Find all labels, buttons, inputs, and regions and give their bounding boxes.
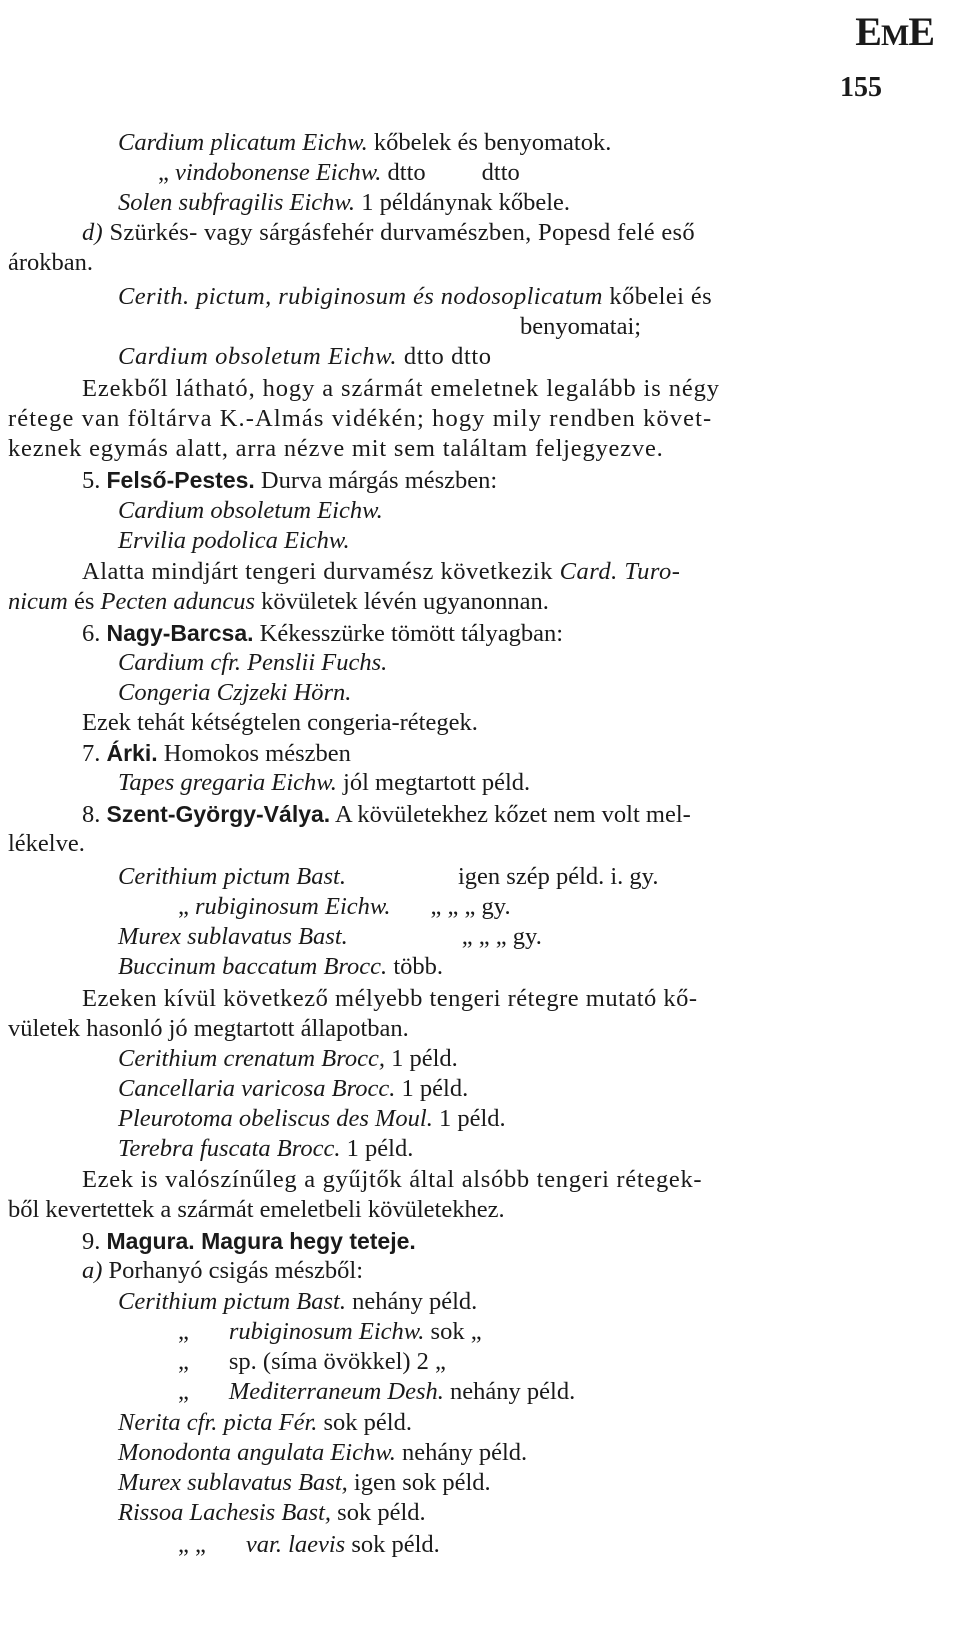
text-line: Cardium obsoletum Eichw. [118, 497, 383, 524]
text-line: „ vindobonense Eichw. dtto dtto [158, 159, 520, 186]
text-line: 9. Magura. Magura hegy teteje. [82, 1228, 416, 1255]
text-line: Ezekből látható, hogy a szármát emeletnek legalább is négy [82, 375, 720, 402]
text-line: Tapes gregaria Eichw. jól megtartott péld. [118, 769, 531, 796]
text-line: Cerithium pictum Bast. nehány péld. [118, 1288, 478, 1315]
text-line: árokban. [8, 249, 94, 276]
text-line: Cardium plicatum Eichw. kőbelek és benyomatok. [118, 129, 612, 156]
text-line: Ezek is valószínűleg a gyűjtők által alsóbb tengeri rétegek- [82, 1166, 703, 1193]
text-line: Cardium cfr. Penslii Fuchs. [118, 649, 388, 676]
text-line: Cerithium pictum Bast. igen szép péld. i. gy. [118, 863, 659, 890]
text-line: 7. Árki. Homokos mészben [82, 740, 351, 767]
text-line: Ezek tehát kétségtelen congeria-rétegek. [82, 709, 478, 736]
text-line: Nerita cfr. picta Fér. sok péld. [118, 1409, 412, 1436]
text-line: rétege van föltárva K.-Almás vidékén; hogy mily rendben követ- [8, 405, 713, 432]
text-line: Cerithium crenatum Brocc, 1 péld. [118, 1045, 458, 1072]
publisher-logo: EME [855, 9, 934, 54]
text-line: „ „ var. laevis sok péld. [178, 1531, 440, 1558]
text-line: Murex sublavatus Bast. „ „ „ gy. [118, 923, 542, 950]
text-line: d) Szürkés- vagy sárgásfehér durvamészben, Popesd felé eső [82, 219, 695, 246]
text-line: 5. Felső-Pestes. Durva márgás mészben: [82, 467, 498, 494]
text-line: lékelve. [8, 830, 85, 857]
text-line: Pleurotoma obeliscus des Moul. 1 péld. [118, 1105, 506, 1132]
text-line: benyomatai; [520, 313, 642, 340]
text-line: „ rubiginosum Eichw. „ „ „ gy. [178, 893, 511, 920]
text-line: nicum és Pecten aduncus kövületek lévén ugyanonnan. [8, 588, 549, 615]
text-line: „ Mediterraneum Desh. nehány péld. [178, 1378, 576, 1405]
text-line: Congeria Czjzeki Hörn. [118, 679, 352, 706]
text-line: a) Porhanyó csigás mészből: [82, 1257, 364, 1284]
text-line: vületek hasonló jó megtartott állapotban. [8, 1015, 409, 1042]
text-line: Buccinum baccatum Brocc. több. [118, 953, 443, 980]
text-line: Murex sublavatus Bast, igen sok péld. [118, 1469, 491, 1496]
text-line: Alatta mindjárt tengeri durvamész következik Card. Turo- [82, 558, 681, 585]
text-line: Ezeken kívül következő mélyebb tengeri rétegre mutató kő- [82, 985, 698, 1012]
text-line: „ rubiginosum Eichw. sok „ [178, 1318, 482, 1345]
text-line: 8. Szent-György-Válya. A kövületekhez kőzet nem volt mel- [82, 801, 691, 828]
page-number: 155 [840, 72, 882, 103]
text-line: Cancellaria varicosa Brocc. 1 péld. [118, 1075, 469, 1102]
text-line: 6. Nagy-Barcsa. Kékesszürke tömött tályagban: [82, 620, 564, 647]
text-line: Cardium obsoletum Eichw. dtto dtto [118, 343, 492, 370]
text-line: Monodonta angulata Eichw. nehány péld. [118, 1439, 528, 1466]
text-line: ből kevertettek a szármát emeletbeli kövületekhez. [8, 1196, 505, 1223]
text-line: keznek egymás alatt, arra nézve mit sem találtam feljegyezve. [8, 435, 664, 462]
text-line: Cerith. pictum, rubiginosum és nodosoplicatum kőbelei és [118, 283, 713, 310]
text-line: Ervilia podolica Eichw. [118, 527, 350, 554]
text-line: Terebra fuscata Brocc. 1 péld. [118, 1135, 414, 1162]
text-line: Solen subfragilis Eichw. 1 példánynak kőbele. [118, 189, 571, 216]
text-line: Rissoa Lachesis Bast, sok péld. [118, 1499, 426, 1526]
text-line: „ sp. (síma övökkel) 2 „ [178, 1348, 446, 1375]
